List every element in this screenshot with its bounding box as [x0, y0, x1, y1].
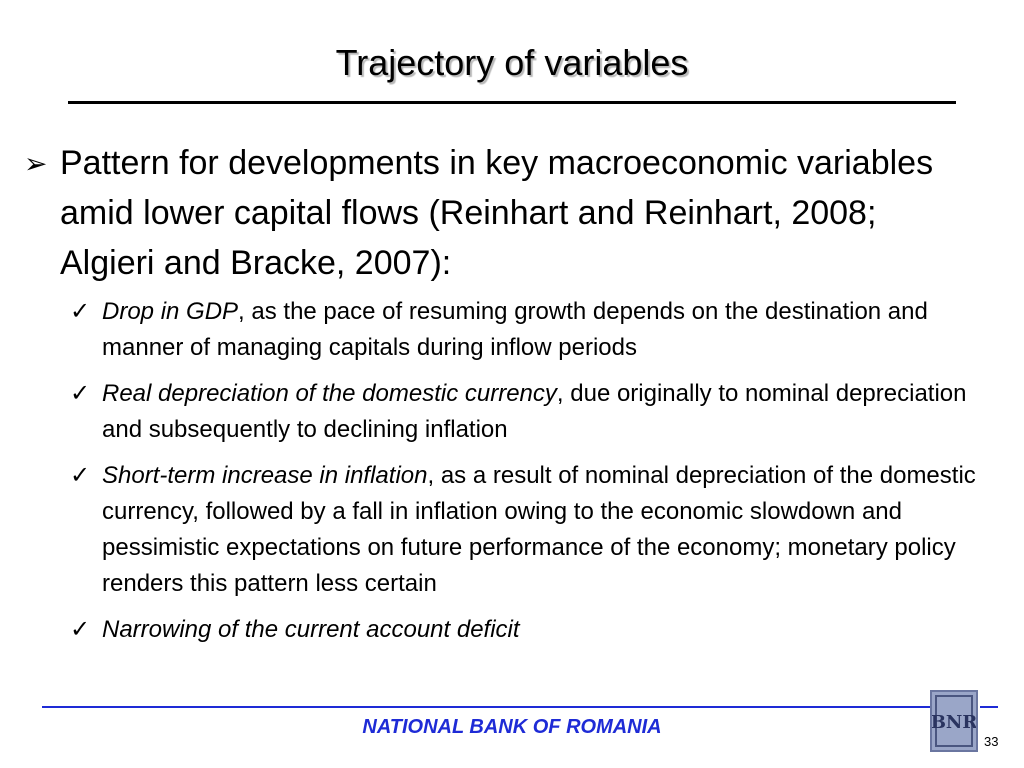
footer-rule-end — [980, 706, 998, 708]
sub-bullet — [70, 458, 990, 602]
sub-bullet-rest: , due originally to nominal depreciation and subsequently to declining inflation — [102, 380, 967, 443]
checkmark-icon: ✓ — [70, 616, 91, 643]
bnr-monogram-logo-icon — [930, 690, 978, 752]
main-bullet — [20, 138, 980, 288]
title-underline — [68, 101, 956, 104]
checkmark-icon: ✓ — [70, 462, 91, 489]
sub-bullet-emphasis: Short-term increase in inflation — [102, 462, 428, 489]
sub-bullet — [70, 612, 990, 648]
svg-text:BNR: BNR — [932, 712, 976, 733]
sub-bullet-text — [102, 458, 982, 602]
sub-bullet-emphasis: Drop in GDP — [102, 298, 239, 325]
sub-bullet-emphasis: Narrowing of the current account deficit — [102, 616, 520, 643]
checkmark-icon: ✓ — [70, 380, 91, 407]
sub-bullet-text — [102, 612, 982, 648]
main-bullet-text: Pattern for developments in key macroeconomic variables amid lower capital flows (Reinhart and Reinhart, 2008; Algieri and Bracke, 2007): — [60, 144, 934, 282]
sub-bullet-text — [102, 294, 982, 366]
sub-bullet-rest: , as a result of nominal depreciation of the domestic currency, followed by a fall in inflation owing to the economic slowdown and pessimistic expectations on future performance of the economy; monetary policy renders this pattern less certain — [102, 462, 976, 597]
sub-bullet-text — [102, 376, 982, 448]
page-number: 33 — [984, 734, 999, 749]
footer-organization: NATIONAL BANK OF ROMANIA — [362, 716, 662, 738]
sub-bullet-list — [70, 294, 990, 658]
sub-bullet-rest: , as the pace of resuming growth depends on the destination and manner of managing capitals during inflow periods — [102, 298, 928, 361]
checkmark-icon: ✓ — [70, 298, 91, 325]
arrow-bullet-icon: ➢ — [24, 148, 48, 179]
sub-bullet — [70, 294, 990, 366]
footer-rule — [42, 706, 932, 708]
sub-bullet — [70, 376, 990, 448]
sub-bullet-emphasis: Real depreciation of the domestic currency — [102, 380, 557, 407]
slide-title: Trajectory of variables — [335, 42, 689, 83]
